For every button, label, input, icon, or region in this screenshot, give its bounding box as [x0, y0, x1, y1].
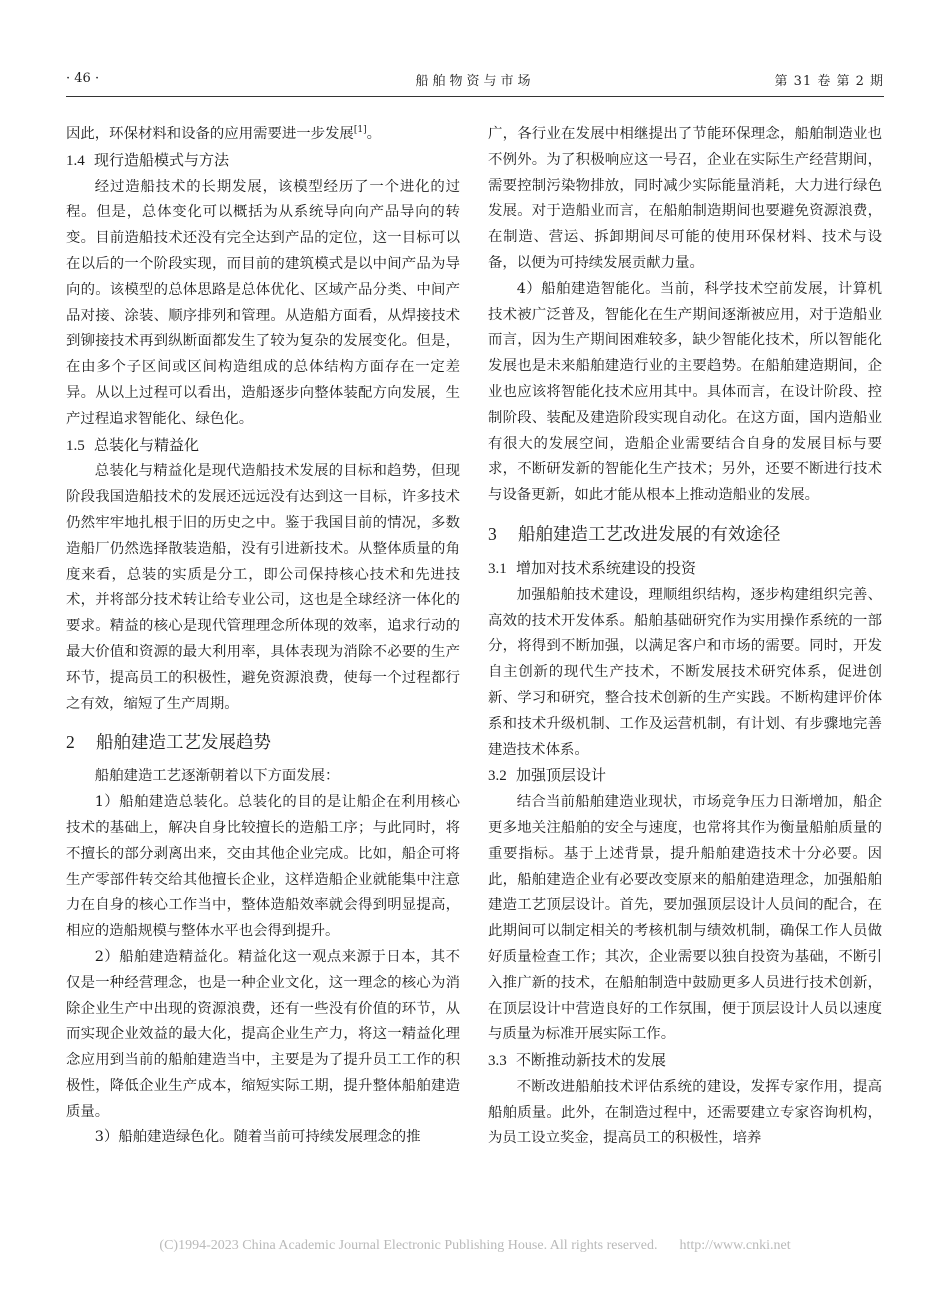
- list-item: 1）船舶建造总装化。总装化的目的是让船企在利用核心技术的基础上，解决自身比较擅长的造船工序；与此同时，将不擅长的部分剥离出来，交由其他企业完成。比如，船企可将生产零部件转交给其他擅长企业，这样造船企业就能集中注意力在自身的核心工作当中，整体造船效率就会得到明显提高，相应的造船规模与整体水平也会得到提升。: [66, 794, 460, 940]
- citation-ref[interactable]: [1]: [353, 125, 367, 136]
- paragraph: 广，各行业在发展中相继提出了节能环保理念，船舶制造业也不例外。为了积极响应这一号召，企业在实际生产经营期间，需要控制污染物排放，同时减少实际能量消耗，大力进行绿色发展。对于造船业而言，在船舶制造期间也要避免资源浪费，在制造、营运、拆卸期间尽可能的使用环保材料、技术与设备，以便为可持续发展贡献力量。: [488, 126, 882, 271]
- right-column: [488, 122, 882, 1152]
- paragraph: 总装化与精益化是现代造船技术发展的目标和趋势，但现阶段我国造船技术的发展还远远没有达到这一目标，许多技术仍然牢牢地扎根于旧的历史之中。鉴于我国目前的情况，多数造船厂仍然选择散装造船，没有引进新技术。从整体质量的角度来看，总装的实质是分工，即公司保持核心技术和先进技术，并将部分技术转让给专业公司，这也是全球经济一体化的要求。精益的核心是现代管理理念所体现的效率，追求行动的最大价值和资源的最大利用率，具体表现为消除不必要的生产环节，提高员工的积极性，避免资源浪费，使每一个过程都行之有效，缩短了生产周期。: [66, 463, 460, 712]
- paragraph: 加强船舶技术建设，理顺组织结构，逐步构建组织完善、高效的技术开发体系。船舶基础研究作为实用操作系统的一部分，将得到不断加强，以满足客户和市场的需要。同时，开发自主创新的现代生产技术，不断发展技术研究体系，促进创新、学习和研究，整合技术创新的生产实践。不断构建评价体系和技术升级机制、工作及运营机制，有计划、有步骤地完善建造技术体系。: [488, 586, 882, 758]
- running-header: [66, 68, 884, 92]
- section-heading-3: 3 船舶建造工艺改进发展的有效途径: [488, 523, 781, 545]
- section-heading-1-5: 1.5 总装化与精益化: [66, 435, 200, 454]
- section-heading-1-4: 1.4 现行造船模式与方法: [66, 150, 230, 169]
- section-heading-3-1: 3.1 增加对技术系统建设的投资: [488, 558, 697, 577]
- copyright-footer: [0, 1238, 950, 1254]
- paragraph: 经过造船技术的长期发展，该模型经历了一个进化的过程。但是，总体变化可以概括为从系统导向向产品导向的转变。目前造船技术还没有完全达到产品的定位，这一目标可以在以后的一个阶段实现，而目前的建筑模式是以中间产品为导向的。该模型的总体思路是总体优化、区域产品分类、中间产品对接、涂装、顺序排列和管理。从造船方面看，从焊接技术到铆接技术再到纵断面都发生了较为复杂的发展变化。但是，在由多个子区间或区间构造组成的总体结构方面存在一定差异。从以上过程可以看出，造船逐步向整体装配方向发展，生产过程追求智能化、绿色化。: [66, 178, 460, 427]
- journal-title: 船舶物资与市场: [415, 74, 535, 89]
- paragraph: 船舶建造工艺逐渐朝着以下方面发展：: [94, 768, 340, 785]
- page-number: · 46 ·: [66, 71, 100, 86]
- section-heading-3-3: 3.3 不断推动新技术的发展: [488, 1051, 667, 1070]
- left-column: [66, 122, 460, 1151]
- paragraph: 不断改进船舶技术评估系统的建设，发挥专家作用，提高船舶质量。此外，在制造过程中，还需要建立专家咨询机构，为员工设立奖金，提高员工的积极性，培养: [488, 1078, 882, 1147]
- list-item: 3）船舶建造绿色化。随着当前可持续发展理念的推: [94, 1129, 421, 1146]
- copyright-text: (C)1994-2023 China Academic Journal Electronic Publishing House. All rights reserved.: [159, 1238, 658, 1253]
- list-item: 4）船舶建造智能化。当前，科学技术空前发展，计算机技术被广泛普及，智能化在生产期间逐渐被应用，对于造船业而言，因为生产期间困难较多，缺少智能化技术，所以智能化发展也是未来船舶建造行业的主要趋势。在船舶建造期间，企业也应该将智能化技术应用其中。具体而言，在设计阶段、控制阶段、装配及建造阶段实现自动化。在这方面，国内造船业有很大的发展空间，造船企业需要结合自身的发展目标与要求，不断研发新的智能化生产技术；另外，还要不断进行技术与设备更新，如此才能从根本上推动造船业的发展。: [488, 280, 882, 504]
- paragraph: 结合当前船舶建造业现状，市场竞争压力日渐增加，船企更多地关注船舶的安全与速度，也常将其作为衡量船舶质量的重要指标。基于上述背景，提升船舶建造技术十分必要。因此，船舶建造企业有必要改变原来的船舶建造理念，加强船舶建造工艺顶层设计。首先，要加强顶层设计人员间的配合，在此期间可以制定相关的考核机制与绩效机制，确保工作人员做好质量检查工作；其次，企业需要以独自投资为基础，不断引入推广新的技术，在船舶制造中鼓励更多人员进行技术创新，在顶层设计中营造良好的工作氛围，便于顶层设计人员以速度与质量为标准开展实际工作。: [488, 794, 882, 1043]
- issue-label: 第 31 卷 第 2 期: [774, 74, 884, 89]
- section-heading-3-2: 3.2 加强顶层设计: [488, 766, 607, 785]
- header-rule: [66, 96, 884, 97]
- section-heading-2: 2 船舶建造工艺发展趋势: [66, 732, 271, 754]
- intro-paragraph: 因此，环保材料和设备的应用需要进一步发展[1]。: [66, 125, 381, 142]
- cnki-link[interactable]: http://www.cnki.net: [679, 1238, 791, 1253]
- list-item: 2）船舶建造精益化。精益化这一观点来源于日本，其不仅是一种经营理念，也是一种企业文化，这一理念的核心为消除企业生产中出现的资源浪费，还有一些没有价值的环节，从而实现企业效益的最大化，提高企业生产力，将这一精益化理念应用到当前的船舶建造当中，主要是为了提升员工工作的积极性，降低企业生产成本，缩短实际工期，提升整体船舶建造质量。: [66, 948, 460, 1120]
